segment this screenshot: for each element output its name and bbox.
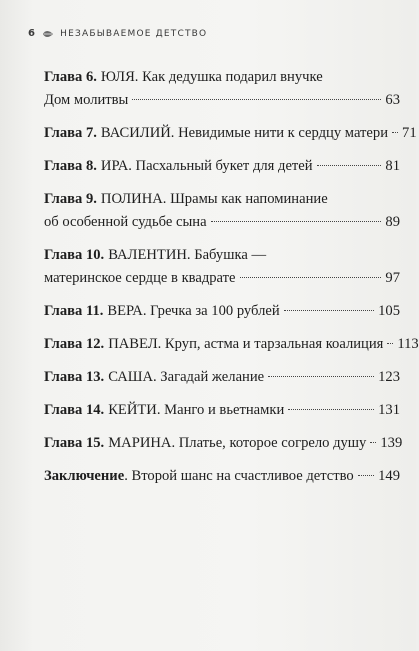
page-reference: 131 [378,402,400,418]
page-reference: 81 [385,158,400,174]
page-reference: 63 [385,92,400,108]
conclusion-title: . Второй шанс на счастливое детство [124,468,354,484]
page-reference: 71 [402,125,417,141]
page-reference: 97 [385,270,400,286]
page-reference: 123 [378,369,400,385]
chapter-label: Глава 11. [44,303,104,319]
page-reference: 113 [397,336,419,352]
toc-entry[interactable] [44,366,400,389]
chapter-label: Глава 14. [44,402,105,418]
chapter-title-continued: об особенной судьбе сына [44,214,207,230]
book-title: НЕЗАБЫВАЕМОЕ ДЕТСТВО [60,28,208,39]
leaf-ornament-icon [42,29,54,39]
dot-leader [317,165,382,166]
chapter-title: ВАСИЛИЙ. Невидимые нити к сердцу матери [100,125,389,141]
toc-entry[interactable] [44,188,400,234]
chapter-label: Глава 12. [44,336,105,352]
page-number: 6 [28,28,37,39]
dot-leader [211,221,382,222]
toc-entry-conclusion[interactable] [44,465,400,488]
chapter-label: Глава 15. [44,435,105,451]
chapter-title: ВАЛЕНТИН. Бабушка — [108,247,267,263]
chapter-label: Глава 8. [44,158,97,174]
toc-entry[interactable] [44,244,400,290]
dot-leader [284,310,374,311]
chapter-label: Глава 7. [44,125,97,141]
toc-entry[interactable] [44,122,417,145]
dot-leader [288,409,374,410]
chapter-title: ЮЛЯ. Как дедушка подарил внучке [100,69,323,85]
page-reference: 149 [378,468,400,484]
page-reference: 139 [380,435,403,451]
chapter-title: ПАВЕЛ. Круп, астма и тарзальная коалиция [108,336,384,352]
dot-leader [268,376,374,377]
running-header [28,28,207,39]
dot-leader [132,99,381,100]
conclusion-label: Заключение [44,468,125,484]
page-reference: 105 [378,303,400,319]
chapter-title-continued: материнское сердце в квадрате [44,270,236,286]
dot-leader [387,343,393,344]
chapter-label: Глава 10. [44,247,105,263]
chapter-title: МАРИНА. Платье, которое согрело душу [108,435,367,451]
table-of-contents [44,66,419,498]
chapter-label: Глава 13. [44,369,105,385]
toc-entry[interactable] [44,333,419,356]
toc-entry[interactable] [44,300,400,323]
dot-leader [358,475,374,476]
page-reference: 89 [385,214,400,230]
chapter-label: Глава 9. [44,191,97,207]
toc-entry[interactable] [44,66,400,112]
chapter-title: КЕЙТИ. Манго и вьетнамки [108,402,285,418]
toc-entry[interactable] [44,432,403,455]
chapter-title: ВЕРА. Гречка за 100 рублей [107,303,280,319]
chapter-title: ПОЛИНА. Шрамы как напоминание [100,191,328,207]
chapter-title: ИРА. Пасхальный букет для детей [100,158,313,174]
chapter-title-continued: Дом молитвы [44,92,129,108]
dot-leader [370,442,376,443]
toc-entry[interactable] [44,155,400,178]
dot-leader [392,132,398,133]
dot-leader [240,277,382,278]
toc-entry[interactable] [44,399,400,422]
chapter-label: Глава 6. [44,69,97,85]
chapter-title: САША. Загадай желание [108,369,265,385]
